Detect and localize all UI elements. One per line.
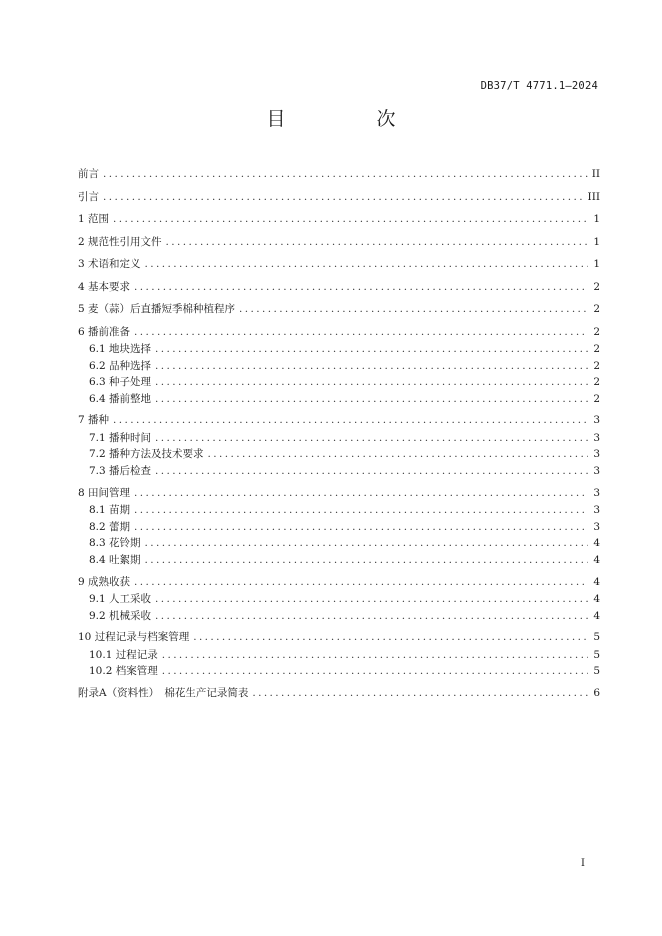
toc-entry-label: 9.2 机械采收 <box>89 609 152 622</box>
toc-entry-page: 2 <box>593 359 600 372</box>
toc-entry[interactable] <box>78 502 600 519</box>
toc-entry-label: 9 成熟收获 <box>78 575 131 588</box>
toc-entry-page: 3 <box>593 486 600 499</box>
toc-entry-page: 3 <box>593 504 600 517</box>
toc-leader-dots <box>113 211 588 228</box>
toc-entry[interactable] <box>78 341 600 358</box>
toc-entry-page: 2 <box>593 303 600 315</box>
toc-entry-page: 4 <box>593 609 600 622</box>
toc-entry-label: 6 播前准备 <box>78 325 131 338</box>
toc-entry-page: 3 <box>593 520 600 533</box>
toc-entry-label: 8.3 花铃期 <box>89 537 141 550</box>
toc-leader-dots <box>162 647 588 664</box>
page-number: I <box>581 858 585 869</box>
toc-entry-page: 2 <box>593 325 600 338</box>
toc-entry[interactable] <box>78 591 600 608</box>
toc-entry-page: III <box>587 190 600 203</box>
toc-entry[interactable] <box>78 358 600 375</box>
toc-entry[interactable] <box>78 430 600 447</box>
toc-leader-dots <box>239 301 588 318</box>
toc-entry-page: 5 <box>593 665 600 678</box>
toc-entry[interactable] <box>78 446 600 463</box>
page-title: 目 次 <box>266 108 432 130</box>
toc-entry[interactable] <box>78 463 600 480</box>
toc-leader-dots <box>103 189 584 206</box>
toc-leader-dots <box>155 608 588 625</box>
toc-entry-page: 4 <box>593 553 600 566</box>
toc-entry-page: II <box>591 168 600 180</box>
toc-leader-dots <box>252 685 588 702</box>
toc-leader-dots <box>155 374 588 391</box>
toc-entry-label: 6.4 播前整地 <box>89 392 152 405</box>
toc-entry[interactable] <box>78 234 600 257</box>
toc-entry-page: 4 <box>593 537 600 550</box>
toc-entry[interactable] <box>78 166 600 189</box>
toc-leader-dots <box>155 591 588 608</box>
toc-entry[interactable] <box>78 211 600 234</box>
toc-entry-label: 5 麦（蒜）后直播短季棉种植程序 <box>78 303 236 315</box>
toc-entry-label: 2 规范性引用文件 <box>78 235 162 248</box>
toc-leader-dots <box>208 446 588 463</box>
toc-entry-page: 5 <box>593 648 600 661</box>
toc-entry[interactable] <box>78 608 600 625</box>
toc-leader-dots <box>103 166 588 183</box>
toc-entry-page: 2 <box>593 392 600 405</box>
toc-entry-label: 8.1 苗期 <box>89 504 131 517</box>
toc-entry-label: 8.2 蕾期 <box>89 520 131 533</box>
toc-entry-page: 6 <box>593 686 600 699</box>
toc-entry-label: 7.1 播种时间 <box>89 431 152 444</box>
toc-entry-label: 附录A（资料性） 棉花生产记录简表 <box>78 686 249 699</box>
toc-entry-page: 3 <box>593 414 600 427</box>
toc-leader-dots <box>155 391 588 408</box>
toc-entry[interactable] <box>78 663 600 680</box>
toc-leader-dots <box>166 234 588 251</box>
toc-leader-dots <box>134 324 588 341</box>
toc-entry[interactable] <box>78 256 600 279</box>
toc-entry-label: 3 术语和定义 <box>78 258 141 270</box>
table-of-contents <box>78 166 600 707</box>
toc-entry-label: 10.1 过程记录 <box>89 648 158 661</box>
toc-entry[interactable] <box>78 279 600 302</box>
toc-entry[interactable] <box>78 535 600 552</box>
toc-entry-label: 引言 <box>78 190 99 203</box>
toc-entry-label: 9.1 人工采收 <box>89 593 152 606</box>
toc-leader-dots <box>134 279 588 296</box>
toc-entry-label: 10 过程记录与档案管理 <box>78 631 190 644</box>
toc-leader-dots <box>155 463 588 480</box>
toc-entry-label: 8.4 吐絮期 <box>89 553 141 566</box>
toc-entry[interactable] <box>78 685 600 708</box>
toc-entry-page: 2 <box>593 343 600 355</box>
toc-entry-page: 3 <box>593 465 600 478</box>
toc-entry-label: 4 基本要求 <box>78 280 131 293</box>
toc-leader-dots <box>145 552 588 569</box>
toc-entry-label: 6.3 种子处理 <box>89 376 152 389</box>
toc-entry-label: 前言 <box>78 168 99 180</box>
toc-entry-page: 1 <box>593 235 600 248</box>
toc-entry-page: 4 <box>593 593 600 606</box>
toc-leader-dots <box>145 535 588 552</box>
toc-entry-page: 5 <box>593 631 600 644</box>
toc-leader-dots <box>193 629 588 646</box>
document-code: DB37/T 4771.1—2024 <box>480 80 598 92</box>
toc-entry[interactable] <box>78 374 600 391</box>
toc-leader-dots <box>155 430 588 447</box>
toc-leader-dots <box>134 519 588 536</box>
toc-leader-dots <box>162 663 588 680</box>
toc-leader-dots <box>145 256 588 273</box>
toc-entry[interactable] <box>78 189 600 212</box>
toc-leader-dots <box>134 485 588 502</box>
toc-entry-label: 6.1 地块选择 <box>89 343 152 355</box>
toc-entry-label: 7.3 播后检查 <box>89 465 152 478</box>
toc-entry-label: 8 田间管理 <box>78 486 131 499</box>
toc-entry-page: 3 <box>593 448 600 461</box>
toc-entry-label: 7 播种 <box>78 414 110 427</box>
toc-entry-page: 3 <box>593 431 600 444</box>
toc-leader-dots <box>155 358 588 375</box>
toc-leader-dots <box>134 574 588 591</box>
toc-entry-label: 1 范围 <box>78 213 110 225</box>
toc-entry[interactable] <box>78 301 600 324</box>
toc-entry[interactable] <box>78 391 600 408</box>
toc-entry-page: 2 <box>593 280 600 293</box>
toc-entry-label: 7.2 播种方法及技术要求 <box>89 448 204 461</box>
toc-entry[interactable] <box>78 552 600 569</box>
toc-entry-label: 10.2 档案管理 <box>89 665 158 678</box>
toc-entry[interactable] <box>78 647 600 664</box>
toc-entry-label: 6.2 品种选择 <box>89 359 152 372</box>
toc-leader-dots <box>134 502 588 519</box>
toc-entry-page: 4 <box>593 575 600 588</box>
toc-leader-dots <box>155 341 588 358</box>
toc-entry-page: 1 <box>593 213 600 225</box>
toc-entry-page: 2 <box>593 376 600 389</box>
toc-entry[interactable] <box>78 519 600 536</box>
toc-entry-page: 1 <box>593 258 600 270</box>
toc-leader-dots <box>113 412 588 429</box>
